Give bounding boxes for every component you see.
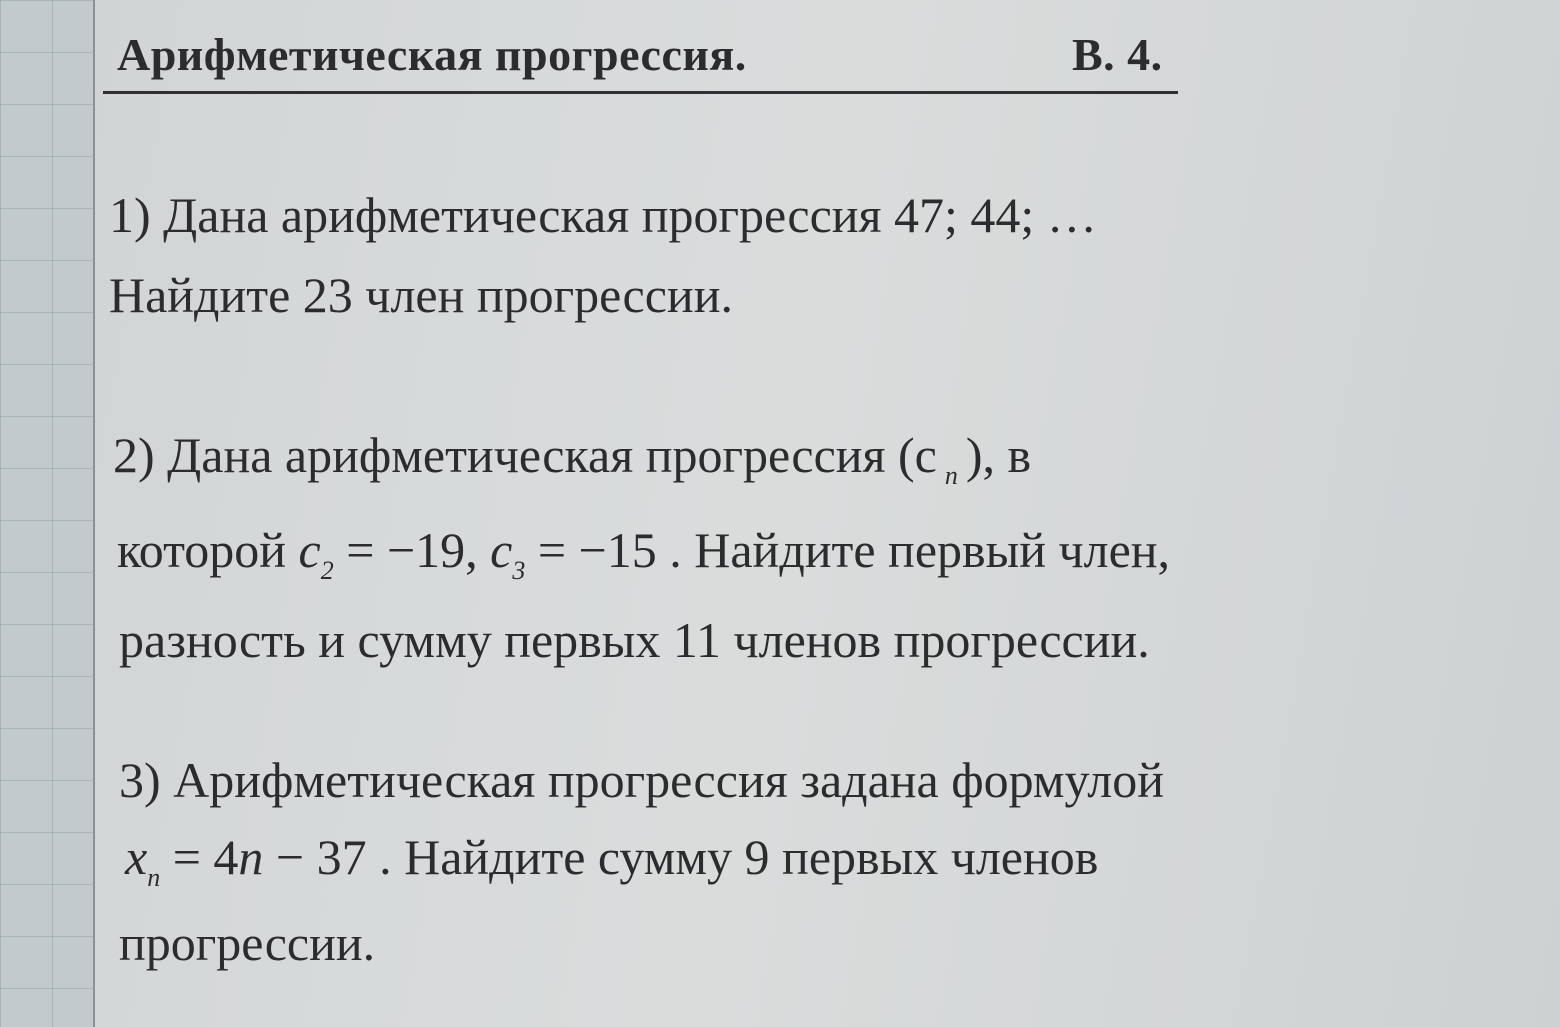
formula-rhs-a: = 4 <box>160 829 239 885</box>
c3-value-and-task: = −15 . Найдите первый член, <box>525 522 1171 578</box>
problem-3-line-1: 3) Арифметическая прогрессия задана формулой <box>119 752 1165 808</box>
c2-subscript: 2 <box>320 556 334 585</box>
title-underline <box>103 91 1178 94</box>
worksheet-title: Арифметическая прогрессия. <box>117 29 747 80</box>
problem-3-line-3: прогрессии. <box>119 915 376 971</box>
worksheet-header <box>117 28 1177 81</box>
problem-2-text-which: которой <box>117 522 299 578</box>
problem-2-subscript-n: n <box>944 461 958 490</box>
variant-label: В. 4. <box>1072 29 1163 80</box>
problem-2-text-b: ), в <box>965 427 1032 483</box>
c3-subscript: 3 <box>512 556 526 585</box>
c2-value: = −19, <box>333 522 491 578</box>
x-subscript: n <box>147 863 161 892</box>
n-variable: n <box>238 829 264 885</box>
formula-rhs-b-and-task: − 37 . Найдите сумму 9 первых членов <box>263 829 1099 885</box>
grid-paper-strip <box>0 0 95 1027</box>
problem-2-text-a: 2) Дана арифметическая прогрессия (с <box>113 427 937 483</box>
c3-symbol: c <box>490 522 513 578</box>
x-symbol: x <box>125 829 148 885</box>
problem-1-line-2: Найдите 23 член прогрессии. <box>109 267 733 323</box>
problem-2-line-3: разность и сумму первых 11 членов прогрессии. <box>119 612 1150 668</box>
problem-2-line-1 <box>113 427 1032 490</box>
problem-1-line-1: 1) Дана арифметическая прогрессия 47; 44; … <box>109 187 1097 243</box>
worksheet <box>95 0 1560 1027</box>
c2-symbol: c <box>298 522 321 578</box>
problem-3-line-2 <box>125 829 1099 892</box>
problem-2-line-2 <box>117 522 1171 585</box>
